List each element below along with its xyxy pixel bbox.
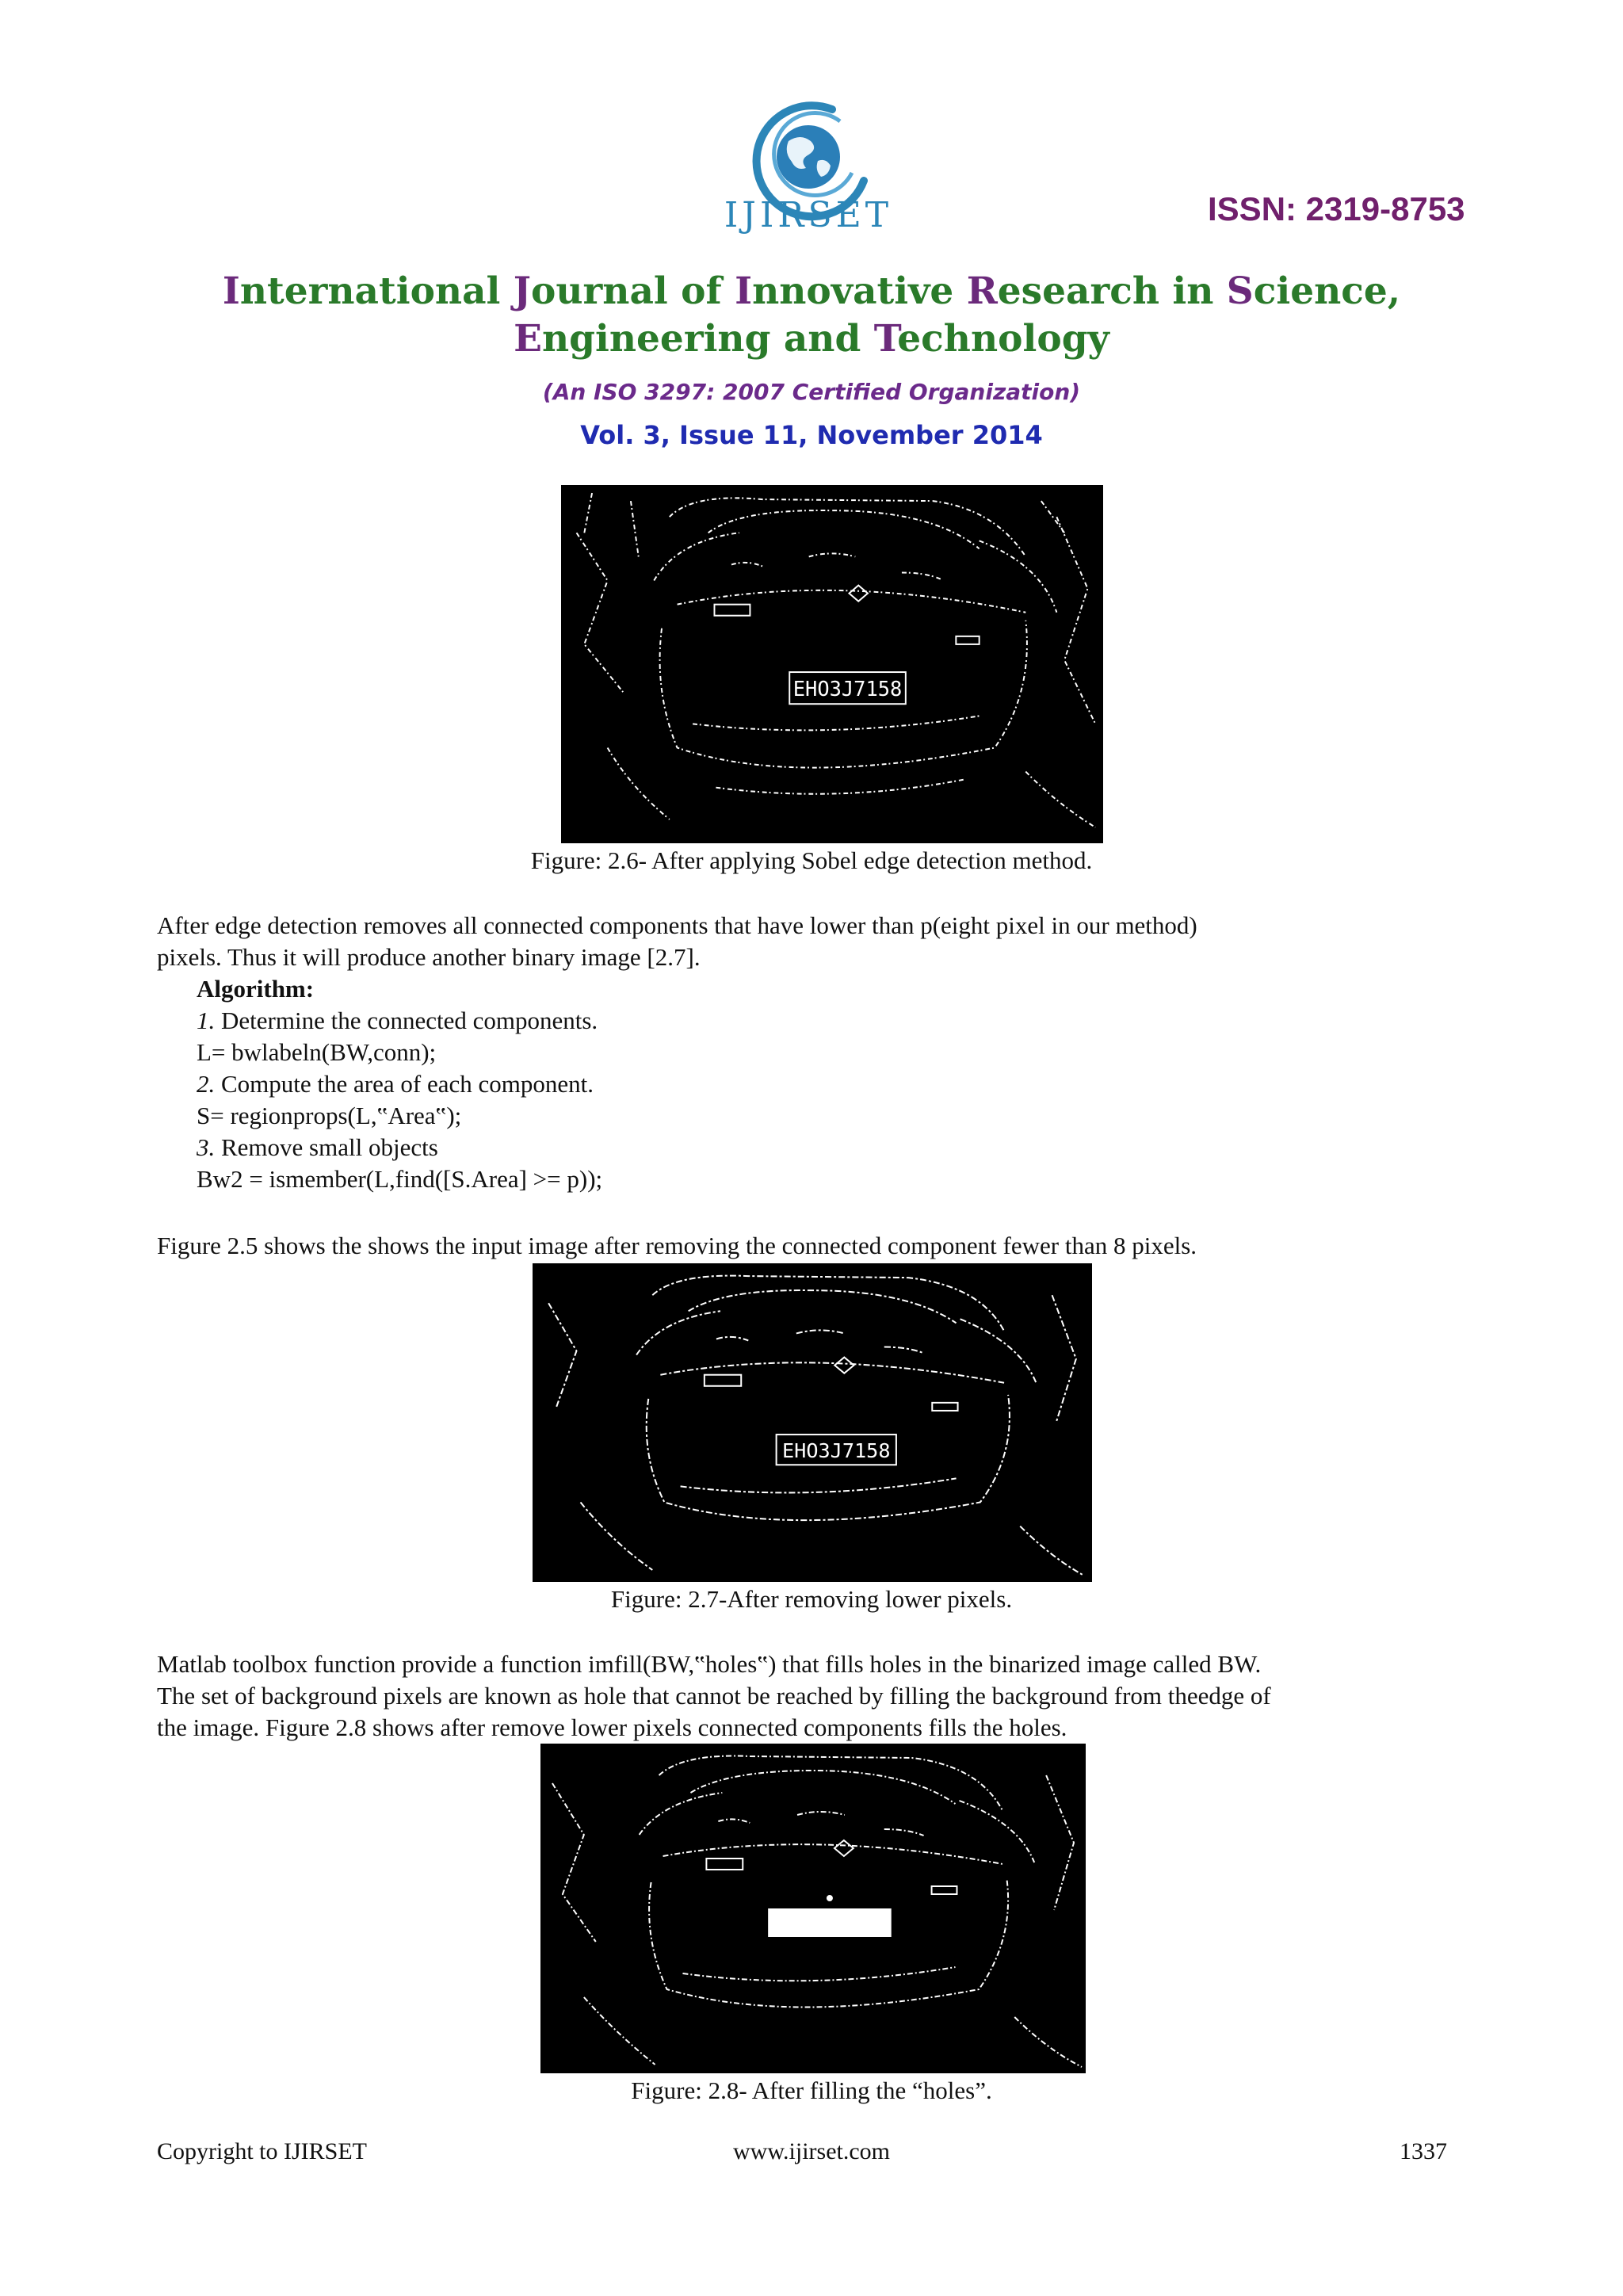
title-text: esearch in [997, 269, 1227, 313]
step-text: Determine the connected components. [215, 1007, 598, 1034]
algorithm-code: S= regionprops(L,‟Area‟); [197, 1102, 462, 1129]
paragraph-line: the image. Figure 2.8 shows after remove lower pixels connected components fills the holes. [157, 1713, 1067, 1741]
title-initial: S [1226, 269, 1254, 313]
title-initial: R [966, 269, 998, 313]
license-plate-text: EHO3J7158 [781, 1439, 891, 1463]
title-text: cience, [1253, 269, 1401, 313]
iso-certification: (An ISO 3297: 2007 Certified Organization) [542, 379, 1081, 405]
title-text: echnology [897, 317, 1109, 361]
edge-image-filled [540, 1744, 1086, 2073]
step-text: Remove small objects [215, 1133, 438, 1161]
footer-copyright: Copyright to IJIRSET [157, 2138, 368, 2164]
step-number: 2. [197, 1070, 216, 1098]
title-text: ngineering and [541, 317, 874, 361]
algorithm-code: Bw2 = ismember(L,find([S.Area] >= p)); [197, 1165, 603, 1193]
license-plate-text: EHO3J7158 [792, 677, 903, 702]
figure-reference-text: Figure 2.5 shows the shows the input image after removing the connected component fewer than 8 pixels. [157, 1232, 1197, 1259]
logo-text: IJIRSET [724, 195, 893, 235]
journal-title [0, 268, 1623, 363]
body-paragraph [157, 910, 1468, 973]
journal-title-line-2 [0, 315, 1623, 363]
step-number: 1. [197, 1007, 216, 1034]
issn-number: ISSN: 2319-8753 [1208, 190, 1465, 227]
paragraph-line: pixels. Thus it will produce another binary image [2.7]. [157, 943, 701, 971]
figure-filled-holes [540, 1744, 1086, 2073]
algorithm-step [197, 1005, 598, 1037]
page-number: 1337 [1400, 2138, 1447, 2164]
volume-issue: Vol. 3, Issue 11, November 2014 [580, 420, 1043, 450]
step-number: 3. [197, 1133, 216, 1161]
journal-title-line-1 [0, 268, 1623, 315]
paragraph-line: After edge detection removes all connected components that have lower than p(eight pixel in our method) [157, 911, 1197, 939]
figure-caption: Figure: 2.7-After removing lower pixels. [610, 1585, 1013, 1613]
title-initial: E [514, 317, 542, 361]
step-text: Compute the area of each component. [215, 1070, 594, 1098]
paragraph-line: Matlab toolbox function provide a function imfill(BW,‟holes‟) that fills holes in the binarized image called BW. [157, 1650, 1262, 1678]
title-initial: J [513, 269, 532, 313]
figure-caption: Figure: 2.6- After applying Sobel edge detection method. [530, 846, 1093, 874]
body-paragraph [157, 1648, 1468, 1744]
edge-image-sobel [561, 485, 1103, 843]
footer-website-link[interactable]: www.ijirset.com [732, 2138, 891, 2164]
algorithm-code: L= bwlabeln(BW,conn); [197, 1038, 437, 1066]
algorithm-step [197, 1132, 438, 1163]
title-initial: I [735, 269, 753, 313]
title-text: ournal of [531, 269, 735, 313]
paragraph-line: The set of background pixels are known as hole that cannot be reached by filling the background from theedge of [157, 1682, 1271, 1710]
algorithm-step [197, 1068, 594, 1100]
edge-image-filtered [533, 1263, 1092, 1582]
figure-caption: Figure: 2.8- After filling the “holes”. [631, 2076, 992, 2104]
title-text: nternational [239, 269, 514, 313]
figure-removed-lower-pixels [533, 1263, 1092, 1582]
title-initial: T [873, 317, 898, 361]
figure-sobel-edges [561, 485, 1103, 843]
title-text: nnovative [752, 269, 967, 313]
algorithm-heading: Algorithm: [197, 975, 315, 1003]
title-initial: I [222, 269, 240, 313]
